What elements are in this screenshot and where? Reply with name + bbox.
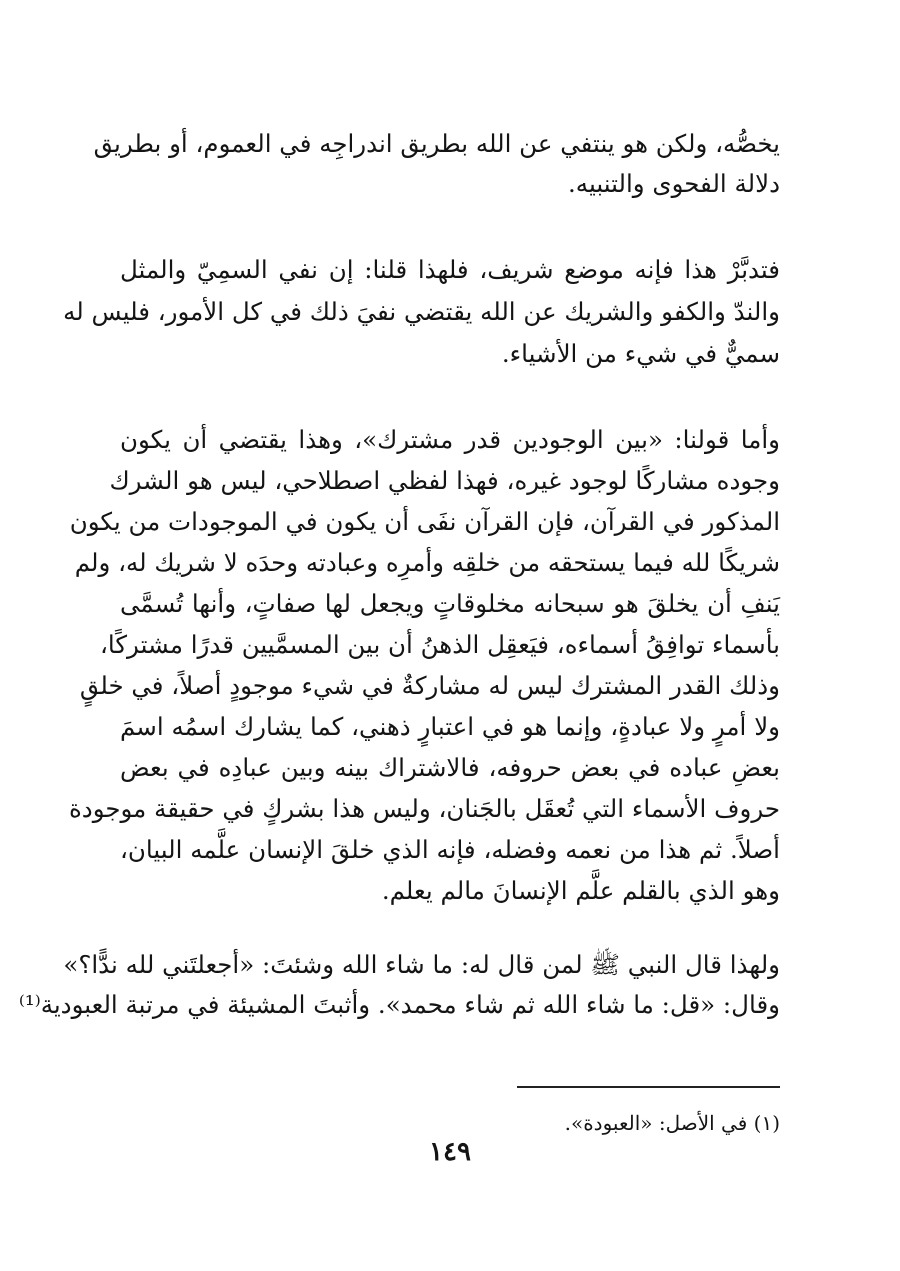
text-line: المذكور في القرآن، فإن القرآن نفَى أن يكون في الموجودات من يكون — [69, 507, 780, 536]
text-line: وذلك القدر المشترك ليس له مشاركةٌ في شيء موجودٍ أصلاً، في خلقٍ — [79, 671, 780, 700]
text-line: وهو الذي بالقلم علَّم الإنسانَ مالم يعلم. — [381, 876, 780, 905]
text-line: ولهذا قال النبي ﷺ لمن قال له: ما شاء الله وشئتَ: «أجعلتَني لله ندًّا؟» — [63, 950, 780, 979]
text-line: والندّ والكفو والشريك عن الله يقتضي نفيَ ذلك في كل الأمور، فليس له — [63, 297, 780, 326]
text-line: بعضِ عباده في بعض حروفه، فالاشتراك بينه وبين عبادِه في بعض — [120, 753, 780, 782]
text-line: يَنفِ أن يخلقَ هو سبحانه مخلوقاتٍ ويجعل لها صفاتٍ، وأنها تُسمَّى — [120, 589, 780, 618]
page-number: ١٤٩ — [429, 1137, 471, 1167]
text-line: يخصُّه، ولكن هو ينتفي عن الله بطريق اندراجِه في العموم، أو بطريق — [93, 129, 780, 158]
text-line: شريكًا لله فيما يستحقه من خلقِه وأمرِه وعبادته وحدَه لا شريك له، ولم — [74, 548, 780, 577]
text-line: وجوده مشاركًا لوجود غيره، فهذا لفظي اصطلاحي، ليس هو الشرك — [109, 466, 780, 495]
text-line: سميٌّ في شيء من الأشياء. — [501, 339, 780, 368]
text-line: فتدبَّرْ هذا فإنه موضع شريف، فلهذا قلنا: إن نفي السمِيّ والمثل — [120, 255, 780, 284]
text-line: ولا أمرٍ ولا عبادةٍ، وإنما هو في اعتبارٍ ذهني، كما يشارك اسمُه اسمَ — [120, 712, 780, 741]
footnote: (١) في الأصل: «العبودة». — [564, 1111, 780, 1135]
text-line: وقال: «قل: ما شاء الله ثم شاء محمد». وأثبتَ المشيئة في مرتبة العبودية⁽¹⁾ — [18, 990, 780, 1019]
text-line: بأسماء توافِقُ أسماءه، فيَعقِل الذهنُ أن بين المسمَّيين قدرًا مشتركًا، — [100, 630, 780, 659]
text-line: حروف الأسماء التي تُعقَل بالجَنان، وليس هذا بشركٍ في حقيقة موجودة — [68, 794, 780, 823]
text-line: وأما قولنا: «بين الوجودين قدر مشترك»، وهذا يقتضي أن يكون — [120, 425, 780, 454]
text-line: دلالة الفحوى والتنبيه. — [568, 169, 780, 198]
text-line: أصلاً. ثم هذا من نعمه وفضله، فإنه الذي خلقَ الإنسان علَّمه البيان، — [120, 835, 780, 864]
footnote-separator — [517, 1086, 780, 1088]
